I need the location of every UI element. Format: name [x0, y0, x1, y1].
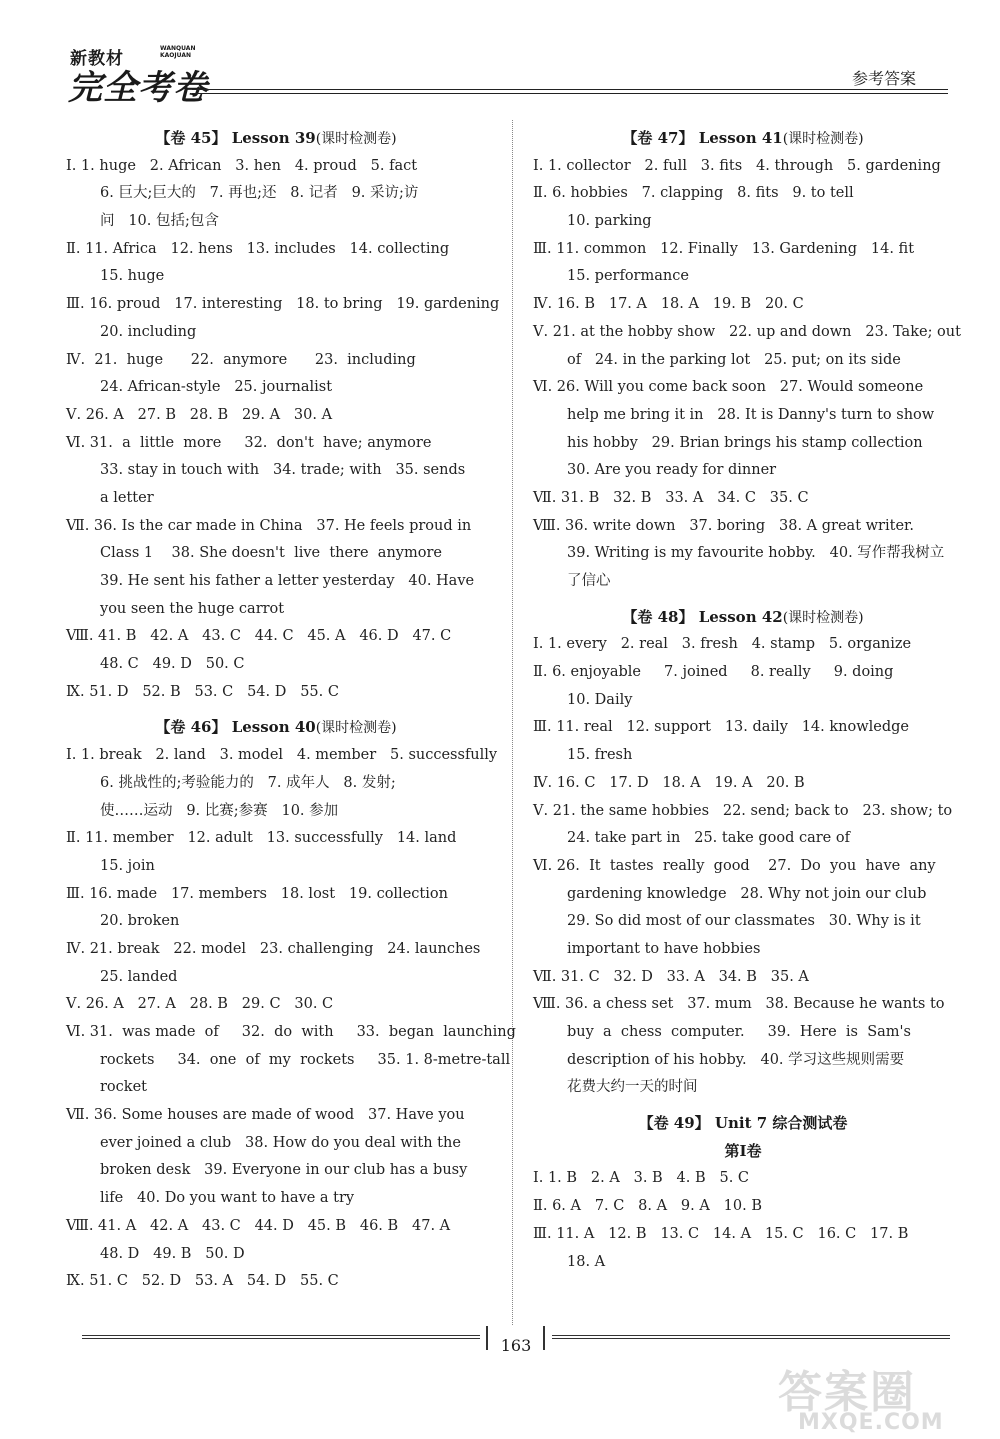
- section-title: [533, 1110, 953, 1138]
- answer-line: 10. Daily: [567, 691, 633, 708]
- column-divider: [512, 120, 513, 1325]
- answer-line: Ⅸ. 51. D 52. B 53. C 54. D 55. C: [66, 683, 339, 700]
- watermark-url: MXQE.COM: [798, 1410, 944, 1435]
- answer-line: Ⅴ. 21. the same hobbies 22. send; back to 23. show; to: [533, 802, 953, 819]
- answer-line: his hobby 29. Brian brings his stamp collection: [567, 434, 923, 451]
- answer-line: Ⅵ. 26. Will you come back soon 27. Would someone: [533, 379, 924, 396]
- answer-line: Ⅵ. 26. It tastes really good 27. Do you have any: [533, 857, 936, 874]
- answer-line: ever joined a club 38. How do you deal with the: [100, 1134, 461, 1151]
- answer-line: 15. fresh: [567, 747, 633, 764]
- header-rule-secondary: [192, 93, 948, 94]
- brand-small-text: 新教材: [70, 49, 124, 69]
- answer-line: 29. So did most of our classmates 30. Why is it: [567, 913, 921, 930]
- answer-line: Ⅲ. 16. proud 17. interesting 18. to bring 19. gardening: [66, 296, 500, 313]
- answer-line: broken desk 39. Everyone in our club has a busy: [100, 1162, 468, 1179]
- section-number: 【卷 46】: [155, 718, 227, 737]
- section-gap: [66, 706, 486, 714]
- section-lesson: Lesson 41: [698, 129, 783, 147]
- section-title: [533, 125, 953, 153]
- answer-line: 6. 挑战性的;考验能力的 7. 成年人 8. 发射;: [100, 774, 396, 791]
- answer-line: description of his hobby. 40. 学习这些规则需要: [567, 1051, 905, 1068]
- answer-line: 39. He sent his father a letter yesterday 40. Have: [100, 573, 475, 589]
- answer-line: Ⅶ. 31. B 32. B 33. A 34. C 35. C: [533, 489, 809, 506]
- section-number: 【卷 48】: [622, 607, 694, 626]
- answer-line: 24. African-style 25. journalist: [100, 379, 333, 396]
- answer-line: 18. A: [567, 1253, 606, 1270]
- section-gap: [533, 596, 953, 604]
- answer-line: Class 1 38. She doesn't live there anymore: [100, 545, 442, 562]
- answer-line: rockets 34. one of my rockets 35. 1. 8-metre-tall: [100, 1051, 511, 1068]
- section-title: [66, 125, 486, 153]
- answer-line: help me bring it in 28. It is Danny's turn to show: [567, 406, 935, 423]
- page-number: 163: [500, 1336, 532, 1355]
- answer-line: Ⅳ. 16. C 17. D 18. A 19. A 20. B: [533, 774, 805, 791]
- answer-line: 15. huge: [100, 268, 165, 285]
- section-subtitle: 第Ⅰ卷: [724, 1141, 762, 1160]
- answer-line: Ⅰ. 1. every 2. real 3. fresh 4. stamp 5. organize: [533, 636, 912, 653]
- answer-line: 了信心: [567, 573, 611, 589]
- answer-line: Ⅵ. 31. a little more 32. don't have; anymore: [66, 434, 432, 451]
- footer-bar-right: [543, 1326, 545, 1350]
- answer-line: 25. landed: [100, 968, 178, 985]
- left-column: [66, 125, 516, 1296]
- answer-line: 使……运动 9. 比赛;参赛 10. 参加: [100, 802, 339, 819]
- footer-rule-left: [82, 1335, 480, 1336]
- answer-line: Ⅱ. 6. hobbies 7. clapping 8. fits 9. to tell: [533, 185, 854, 202]
- section-number: 【卷 45】: [155, 129, 227, 147]
- answer-line: Ⅴ. 26. A 27. A 28. B 29. C 30. C: [66, 996, 334, 1013]
- answer-line: Ⅳ. 21. break 22. model 23. challenging 24. launches: [66, 940, 481, 957]
- answer-section: [66, 125, 500, 706]
- answer-line: 20. including: [100, 323, 197, 340]
- section-tag: (课时检测卷): [782, 131, 864, 147]
- footer-rule-right-2: [552, 1338, 950, 1339]
- answer-line: gardening knowledge 28. Why not join our club: [567, 885, 927, 902]
- answer-line: 15. join: [100, 857, 155, 874]
- answer-line: 6. 巨大;巨大的 7. 再也;还 8. 记者 9. 采访;访: [100, 185, 419, 202]
- answer-line: a letter: [100, 489, 154, 506]
- section-number: 【卷 49】: [638, 1114, 710, 1133]
- brand-pinyin: [160, 45, 195, 59]
- answer-section: [533, 125, 961, 596]
- footer-rule-left-2: [82, 1338, 480, 1339]
- footer-bar-left: [486, 1326, 488, 1350]
- answer-line: Ⅷ. 36. a chess set 37. mum 38. Because he wants to: [533, 996, 945, 1013]
- watermark-logo: 答案圈: [778, 1367, 916, 1418]
- answer-line: Ⅵ. 31. was made of 32. do with 33. began launching: [66, 1024, 516, 1040]
- answer-line: rocket: [100, 1079, 147, 1096]
- right-column: [533, 125, 961, 1276]
- answer-line: Ⅷ. 41. B 42. A 43. C 44. C 45. A 46. D 47. C: [66, 628, 452, 645]
- answer-line: life 40. Do you want to have a try: [100, 1190, 355, 1207]
- answer-line: 39. Writing is my favourite hobby. 40. 写作帮我树立: [567, 545, 945, 562]
- section-tag: (课时检测卷): [315, 720, 397, 737]
- answer-line: Ⅳ. 21. huge 22. anymore 23. including: [66, 351, 416, 368]
- header-rule: [192, 89, 948, 90]
- brand-logo-text: 完全考卷: [68, 68, 208, 108]
- answer-line: 24. take part in 25. take good care of: [567, 830, 850, 847]
- answer-line: 30. Are you ready for dinner: [567, 462, 777, 479]
- answer-line: 15. performance: [567, 268, 689, 285]
- answer-line: Ⅸ. 51. C 52. D 53. A 54. D 55. C: [66, 1273, 339, 1290]
- brand-pinyin-line-1: WANQUAN: [160, 45, 196, 52]
- answer-line: Ⅲ. 16. made 17. members 18. lost 19. collection: [66, 885, 448, 902]
- footer-rule-right: [552, 1335, 950, 1336]
- answer-line: Ⅰ. 1. huge 2. African 3. hen 4. proud 5. fact: [66, 157, 418, 174]
- answer-line: 20. broken: [100, 913, 180, 930]
- answer-line: 48. D 49. B 50. D: [100, 1245, 245, 1262]
- section-title: [66, 714, 486, 742]
- section-tag: (课时检测卷): [315, 131, 397, 147]
- answer-line: Ⅷ. 41. A 42. A 43. C 44. D 45. B 46. B 47. A: [66, 1217, 451, 1234]
- answer-line: Ⅶ. 36. Some houses are made of wood 37. Have you: [66, 1107, 465, 1124]
- section-lesson: Lesson 40: [231, 718, 316, 737]
- answer-line: Ⅰ. 1. collector 2. full 3. fits 4. through 5. gardening: [533, 157, 941, 174]
- answer-line: Ⅶ. 31. C 32. D 33. A 34. B 35. A: [533, 968, 809, 985]
- answer-line: Ⅰ. 1. break 2. land 3. model 4. member 5. successfully: [66, 747, 498, 764]
- answer-line: Ⅱ. 11. Africa 12. hens 13. includes 14. collecting: [66, 240, 450, 257]
- answer-line: Ⅴ. 26. A 27. B 28. B 29. A 30. A: [66, 406, 333, 423]
- answer-line: 33. stay in touch with 34. trade; with 35. sends: [100, 462, 466, 479]
- brand-pinyin-line-2: KAOJUAN: [160, 52, 191, 59]
- section-title: [533, 604, 953, 632]
- answer-section: [66, 714, 516, 1295]
- answer-line: of 24. in the parking lot 25. put; on its side: [567, 351, 901, 368]
- answer-line: 花费大约一天的时间: [567, 1079, 698, 1096]
- answer-line: Ⅴ. 21. at the hobby show 22. up and down 23. Take; out: [533, 323, 961, 340]
- answer-line: buy a chess computer. 39. Here is Sam's: [567, 1024, 911, 1040]
- answer-section: [533, 1110, 953, 1276]
- section-lesson: Unit 7 综合测试卷: [714, 1114, 848, 1133]
- answer-line: important to have hobbies: [567, 940, 761, 957]
- section-lesson: Lesson 39: [231, 129, 316, 147]
- answer-line: Ⅱ. 6. enjoyable 7. joined 8. really 9. doing: [533, 664, 894, 681]
- answer-line: Ⅲ. 11. real 12. support 13. daily 14. knowledge: [533, 719, 910, 736]
- answer-line: Ⅲ. 11. common 12. Finally 13. Gardening 14. fit: [533, 240, 915, 257]
- answer-line: 10. parking: [567, 213, 652, 230]
- answer-line: Ⅱ. 6. A 7. C 8. A 9. A 10. B: [533, 1198, 762, 1215]
- answer-line: Ⅷ. 36. write down 37. boring 38. A great writer.: [533, 517, 914, 534]
- answer-line: Ⅳ. 16. B 17. A 18. A 19. B 20. C: [533, 296, 804, 313]
- answer-line: 48. C 49. D 50. C: [100, 656, 245, 673]
- section-lesson: Lesson 42: [698, 607, 783, 626]
- section-gap: [533, 1102, 953, 1110]
- answer-line: Ⅲ. 11. A 12. B 13. C 14. A 15. C 16. C 17. B: [533, 1225, 909, 1242]
- section-tag: (课时检测卷): [782, 609, 864, 626]
- header-right-label: 参考答案: [852, 69, 917, 88]
- answer-section: [533, 604, 953, 1102]
- watermark: [778, 1356, 978, 1436]
- answer-line: Ⅱ. 11. member 12. adult 13. successfully 14. land: [66, 830, 457, 847]
- answer-line: 问 10. 包括;包含: [100, 213, 219, 230]
- answer-line: Ⅰ. 1. B 2. A 3. B 4. B 5. C: [533, 1170, 750, 1187]
- answer-line: you seen the huge carrot: [100, 600, 285, 617]
- page-header: [0, 0, 1000, 110]
- section-number: 【卷 47】: [622, 129, 694, 147]
- answer-line: Ⅶ. 36. Is the car made in China 37. He feels proud in: [66, 517, 472, 534]
